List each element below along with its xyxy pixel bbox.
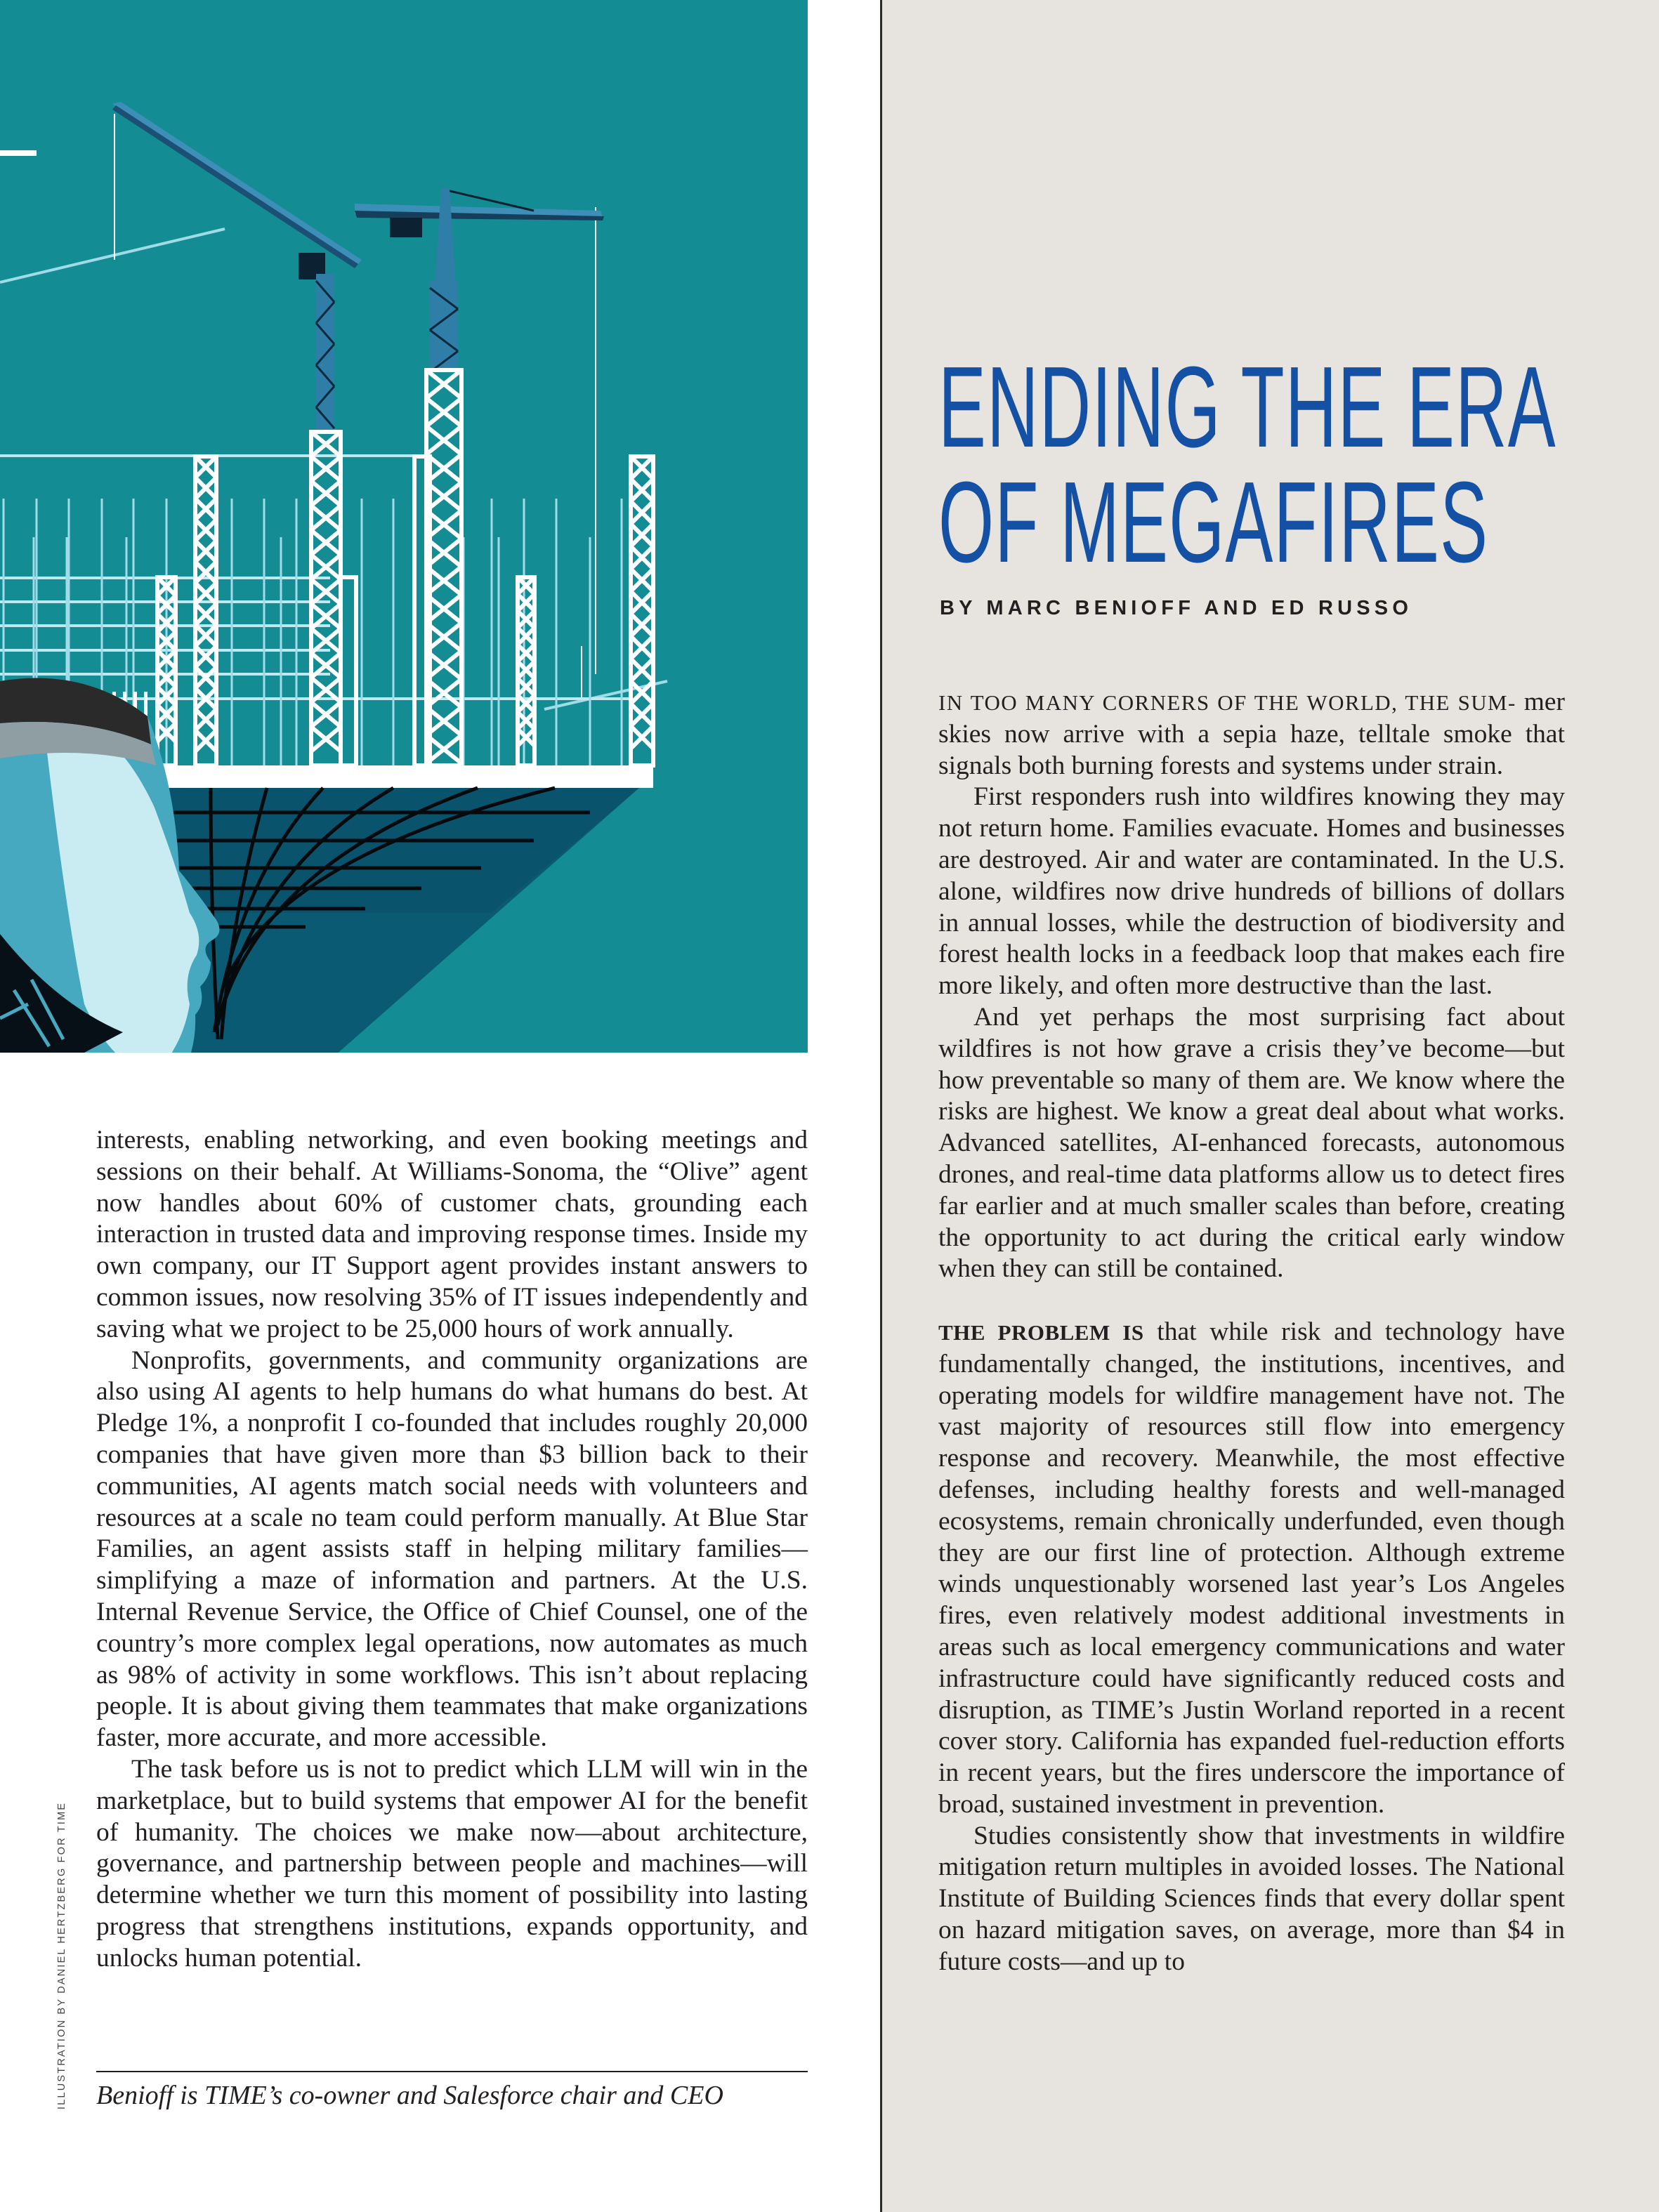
illustration [0, 0, 808, 1053]
crane-and-head-illustration [0, 0, 808, 1053]
illustration-credit: ILLUSTRATION BY DANIEL HERTZBERG FOR TIME [56, 1801, 67, 2109]
headline-line-2: OF MEGAFIRES [938, 458, 1489, 586]
lead-in-caps: IN TOO MANY CORNERS OF THE WORLD, THE SUM [938, 690, 1508, 715]
section-2-text: that while risk and technology have fundamentally changed, the institutions, incentives, and operating models for wildfire management have not. The vast majority of resources still flow into emergency response and recovery. Meanwhile, the most effective defenses, including healthy forests and well-managed ecosystems, remain chronically underfunded, even though they are our first line of protection. Although extreme winds unquestionably worsened last year’s Los Angeles fires, even relatively modest additional investments in areas such as local emergency communications and water infrastructure could have significantly reduced costs and disruption, as TIME’s Justin Worland reported in a recent cover story. California has expanded fuel-reduction efforts in recent years, but the fires underscore the importance of broad, sustained investment in prevention. [938, 1317, 1566, 1819]
author-bio: Benioff is TIME’s co-owner and Salesforce chair and CEO [96, 2081, 723, 2110]
right-paragraph-2: And yet perhaps the most surprising fact about wildfires is not how grave a crisis they’ve become—but how preventable so many of them are. We know where the risks are highest. We know a great deal about what works. Advanced satellites, AI-enhanced forecasts, autonomous drones, and real-time data platforms allow us to detect fires far earlier and at much smaller scales than before, creating the opportunity to act during the critical early window when they can still be contained. [938, 1002, 1565, 1284]
lead-rest: mer skies now arrive with a sepia haze, telltale smoke that signals both burning forests and systems under strain. [938, 687, 1566, 780]
lead-in-hyphen: - [1508, 690, 1516, 715]
right-paragraph-final: Studies consistently show that investments in wildfire mitigation return multiples in avoided losses. The National Institute of Building Sciences finds that every dollar spent on hazard mitigation saves, on average, more than $4 in future costs—and up to [938, 1821, 1565, 1976]
byline: BY MARC BENIOFF AND ED RUSSO [940, 597, 1413, 619]
left-paragraph-1: interests, enabling networking, and even booking meetings and sessions on their behalf. At Williams-Sonoma, the “Olive” agent now handles about 60% of customer chats, grounding each interaction in trusted data and improving response times. Inside my own company, our IT Support agent provides instant answers to common issues, now resolving 35% of IT issues independently and saving what we project to be 25,000 hours of work annually. [96, 1126, 808, 1343]
headline-line-1: ENDING THE ERA [938, 343, 1556, 471]
left-paragraph-2: Nonprofits, governments, and community organizations are also using AI agents to help humans do what humans do best. At Pledge 1%, a nonprofit I co-founded that includes roughly 20,000 companies that have given more than $3 billion back to their communities, AI agents match social needs with volunteers and resources at a scale no team could perform manually. At Blue Star Families, an agent assists staff in helping military families—simplifying a maze of information and partners. At the U.S. Internal Revenue Service, the Office of Chief Counsel, one of the country’s more complex legal operations, now automates as much as 98% of activity in some workflows. This isn’t about replacing people. It is about giving them teammates that make organizations faster, more accurate, and more accessible. [96, 1345, 808, 1753]
left-paragraph-3: The task before us is not to predict which LLM will win in the marketplace, but to build systems that empower AI for the benefit of humanity. The choices we make now—about architecture, governance, and partnership between people and machines—will determine whether we turn this moment of possibility into lasting progress that strengthens institutions, expands opportunity, and unlocks human potential. [96, 1754, 808, 1973]
bio-divider [96, 2071, 808, 2072]
right-paragraph-1: First responders rush into wildfires knowing they may not return home. Families evacuate. Homes and businesses are destroyed. Air and water are contaminated. In the U.S. alone, wildfires now drive hundreds of billions of dollars in annual losses, while the destruction of biodiversity and forest health locks in a feedback loop that makes each fire more likely, and often more destructive than the last. [938, 782, 1565, 1001]
lead-paragraph [938, 687, 1565, 782]
right-article-body [938, 687, 1565, 1978]
article-headline [938, 343, 1556, 586]
section-2-paragraph [938, 1317, 1565, 1821]
section-run-in: THE PROBLEM IS [938, 1319, 1144, 1345]
left-article-body [96, 1125, 808, 1975]
